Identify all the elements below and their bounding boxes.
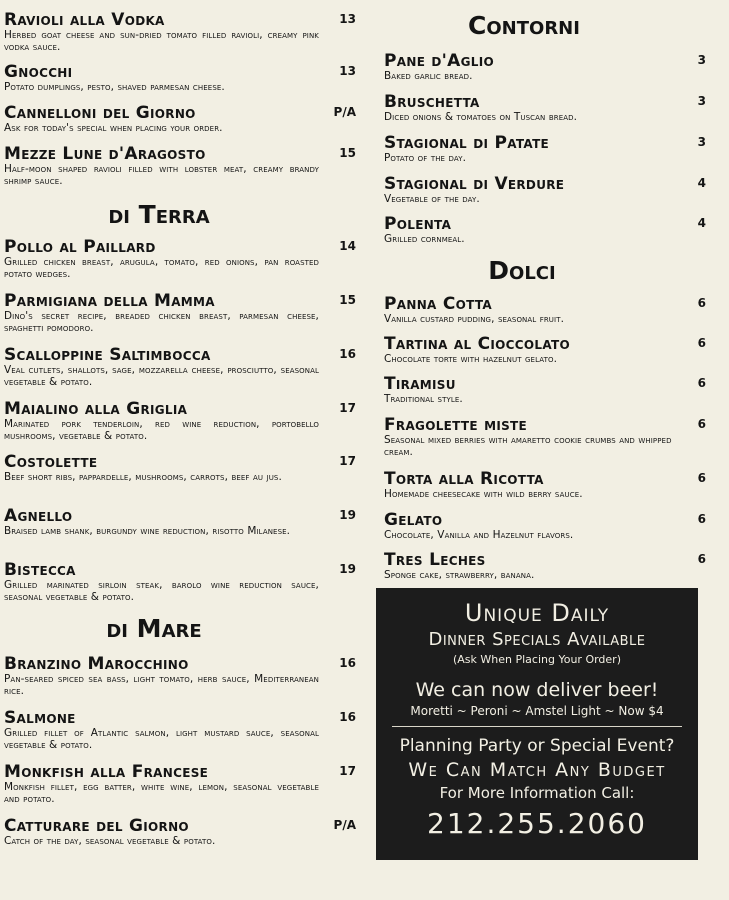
- item-description: Baked garlic bread.: [384, 70, 473, 82]
- item-price: 15: [339, 293, 356, 307]
- item-price: 3: [697, 53, 706, 67]
- item-name: Tres Leches: [384, 550, 486, 570]
- item-description: Grilled fillet of Atlantic salmon, light mustard sauce, seasonal vegetable & potato.: [4, 727, 319, 751]
- menu-item: [384, 175, 706, 205]
- item-price: 16: [339, 710, 356, 724]
- item-price: 17: [339, 401, 356, 415]
- item-name: Agnello: [4, 506, 73, 526]
- item-name: Gelato: [384, 510, 443, 530]
- item-name: Costolette: [4, 452, 98, 472]
- menu-item: [384, 215, 706, 245]
- menu-item: [384, 551, 706, 581]
- item-name: Pollo al Paillard: [4, 237, 156, 257]
- item-price: 16: [339, 347, 356, 361]
- item-price: 13: [339, 64, 356, 78]
- section-title-di-mare: di Mare: [106, 614, 202, 643]
- item-name: Gnocchi: [4, 62, 73, 82]
- beer-brands-line: Moretti ~ Peroni ~ Amstel Light ~ Now $4: [410, 704, 664, 718]
- item-name: Mezze Lune d'Aragosto: [4, 144, 206, 164]
- item-price: 19: [339, 508, 356, 522]
- info-line: For More Information Call:: [439, 784, 635, 802]
- item-name: Fragolette miste: [384, 415, 528, 435]
- item-price: 4: [697, 176, 706, 190]
- menu-item: [384, 295, 706, 325]
- menu-item: [4, 655, 356, 697]
- item-description: Dino's secret recipe, breaded chicken breast, parmesan cheese, spaghetti pomodoro.: [4, 310, 319, 334]
- item-name: Panna Cotta: [384, 294, 493, 314]
- item-description: Herbed goat cheese and sun-dried tomato filled ravioli, creamy pink vodka sauce.: [4, 29, 319, 53]
- item-name: Ravioli alla Vodka: [4, 10, 165, 30]
- item-price: 17: [339, 454, 356, 468]
- section-title-dolci: Dolci: [488, 256, 556, 285]
- menu-item: [384, 511, 706, 541]
- menu-item: [384, 52, 706, 82]
- item-description: Potato of the day.: [384, 152, 467, 164]
- item-description: Braised lamb shank, burgundy wine reduction, risotto Milanese.: [4, 525, 291, 537]
- item-price: 17: [339, 764, 356, 778]
- item-price: 13: [339, 12, 356, 26]
- item-description: Diced onions & tomatoes on Tuscan bread.: [384, 111, 578, 123]
- item-price: 3: [697, 135, 706, 149]
- item-name: Branzino Marocchino: [4, 654, 189, 674]
- item-description: Monkfish fillet, egg batter, white wine, lemon, seasonal vegetable and potato.: [4, 781, 319, 805]
- item-description: Traditional style.: [384, 393, 463, 405]
- item-name: Salmone: [4, 708, 76, 728]
- beer-delivery-line: We can now deliver beer!: [415, 679, 659, 701]
- item-description: Vegetable of the day.: [384, 193, 480, 205]
- item-description: Potato dumplings, pesto, shaved parmesan cheese.: [4, 81, 225, 93]
- item-name: Bistecca: [4, 560, 76, 580]
- specials-box: [376, 588, 698, 860]
- item-name: Scalloppine Saltimbocca: [4, 345, 211, 365]
- specials-divider: [392, 726, 682, 727]
- item-description: Catch of the day, seasonal vegetable & potato.: [4, 835, 216, 847]
- item-description: Sponge cake, strawberry, banana.: [384, 569, 535, 581]
- item-name: Monkfish alla Francese: [4, 762, 209, 782]
- item-price: 3: [697, 94, 706, 108]
- item-name: Pane d'Aglio: [384, 51, 494, 71]
- menu-item: [4, 346, 356, 388]
- budget-line: We Can Match Any Budget: [408, 759, 666, 781]
- menu-item: [4, 817, 356, 847]
- specials-headline: Unique Daily: [464, 599, 610, 627]
- item-name: Bruschetta: [384, 92, 480, 112]
- item-description: Homemade cheesecake with wild berry sauce.: [384, 488, 583, 500]
- menu-item: [4, 238, 356, 280]
- section-title-di-terra: di Terra: [108, 200, 210, 229]
- item-name: Tartina al Cioccolato: [384, 334, 570, 354]
- menu-item: [4, 507, 356, 537]
- menu-item: [384, 470, 706, 500]
- item-description: Vanilla custard pudding, seasonal fruit.: [384, 313, 565, 325]
- phone-number[interactable]: 212.255.2060: [427, 807, 647, 840]
- item-name: Stagional di Verdure: [384, 174, 565, 194]
- item-price: P/A: [333, 105, 356, 119]
- item-price: P/A: [333, 818, 356, 832]
- menu-item: [4, 292, 356, 334]
- menu-item: [384, 93, 706, 123]
- menu-item: [4, 104, 356, 134]
- item-description: Chocolate torte with hazelnut gelato.: [384, 353, 558, 365]
- item-description: Grilled marinated sirloin steak, barolo wine reduction sauce, seasonal vegetable & potato.: [4, 579, 319, 603]
- item-price: 6: [697, 512, 706, 526]
- item-name: Polenta: [384, 214, 452, 234]
- menu-item: [384, 416, 706, 458]
- item-name: Tiramisu: [384, 374, 456, 394]
- menu-item: [4, 63, 356, 93]
- item-price: 4: [697, 216, 706, 230]
- menu-item: [4, 453, 356, 483]
- item-price: 6: [697, 376, 706, 390]
- menu-item: [4, 709, 356, 751]
- item-description: Pan-seared spiced sea bass, light tomato, herb sauce, Mediterranean rice.: [4, 673, 319, 697]
- item-name: Cannelloni del Giorno: [4, 103, 196, 123]
- specials-subheadline: Dinner Specials Available: [428, 629, 646, 650]
- item-name: Catturare del Giorno: [4, 816, 189, 836]
- item-name: Stagional di Patate: [384, 133, 550, 153]
- menu-item: [384, 375, 706, 405]
- item-price: 6: [697, 336, 706, 350]
- menu-item: [384, 335, 706, 365]
- item-price: 15: [339, 146, 356, 160]
- item-price: 6: [697, 296, 706, 310]
- item-description: Beef short ribs, pappardelle, mushrooms, carrots, beef au jus.: [4, 471, 282, 483]
- specials-note: (Ask When Placing Your Order): [452, 653, 621, 666]
- item-description: Grilled cornmeal.: [384, 233, 465, 245]
- menu-item: [4, 400, 356, 442]
- item-price: 6: [697, 417, 706, 431]
- item-description: Half-moon shaped ravioli filled with lobster meat, creamy brandy shrimp sauce.: [4, 163, 319, 187]
- item-description: Chocolate, Vanilla and Hazelnut flavors.: [384, 529, 574, 541]
- menu-item: [384, 134, 706, 164]
- section-title-contorni: Contorni: [468, 11, 580, 40]
- item-description: Ask for today's special when placing your order.: [4, 122, 223, 134]
- item-description: Seasonal mixed berries with amaretto cookie crumbs and whipped cream.: [384, 434, 672, 458]
- item-price: 14: [339, 239, 356, 253]
- item-name: Maialino alla Griglia: [4, 399, 188, 419]
- item-name: Torta alla Ricotta: [384, 469, 544, 489]
- menu-item: [4, 11, 356, 53]
- menu-item: [4, 763, 356, 805]
- item-description: Grilled chicken breast, arugula, tomato, red onions, pan roasted potato wedges.: [4, 256, 319, 280]
- party-line: Planning Party or Special Event?: [399, 736, 675, 756]
- item-description: Veal cutlets, shallots, sage, mozzarella cheese, prosciutto, seasonal vegetable & potato.: [4, 364, 319, 388]
- item-price: 19: [339, 562, 356, 576]
- menu-item: [4, 145, 356, 187]
- item-price: 16: [339, 656, 356, 670]
- menu-item: [4, 561, 356, 603]
- item-name: Parmigiana della Mamma: [4, 291, 215, 311]
- item-price: 6: [697, 471, 706, 485]
- item-description: Marinated pork tenderloin, red wine reduction, portobello mushrooms, vegetable & potato.: [4, 418, 319, 442]
- item-price: 6: [697, 552, 706, 566]
